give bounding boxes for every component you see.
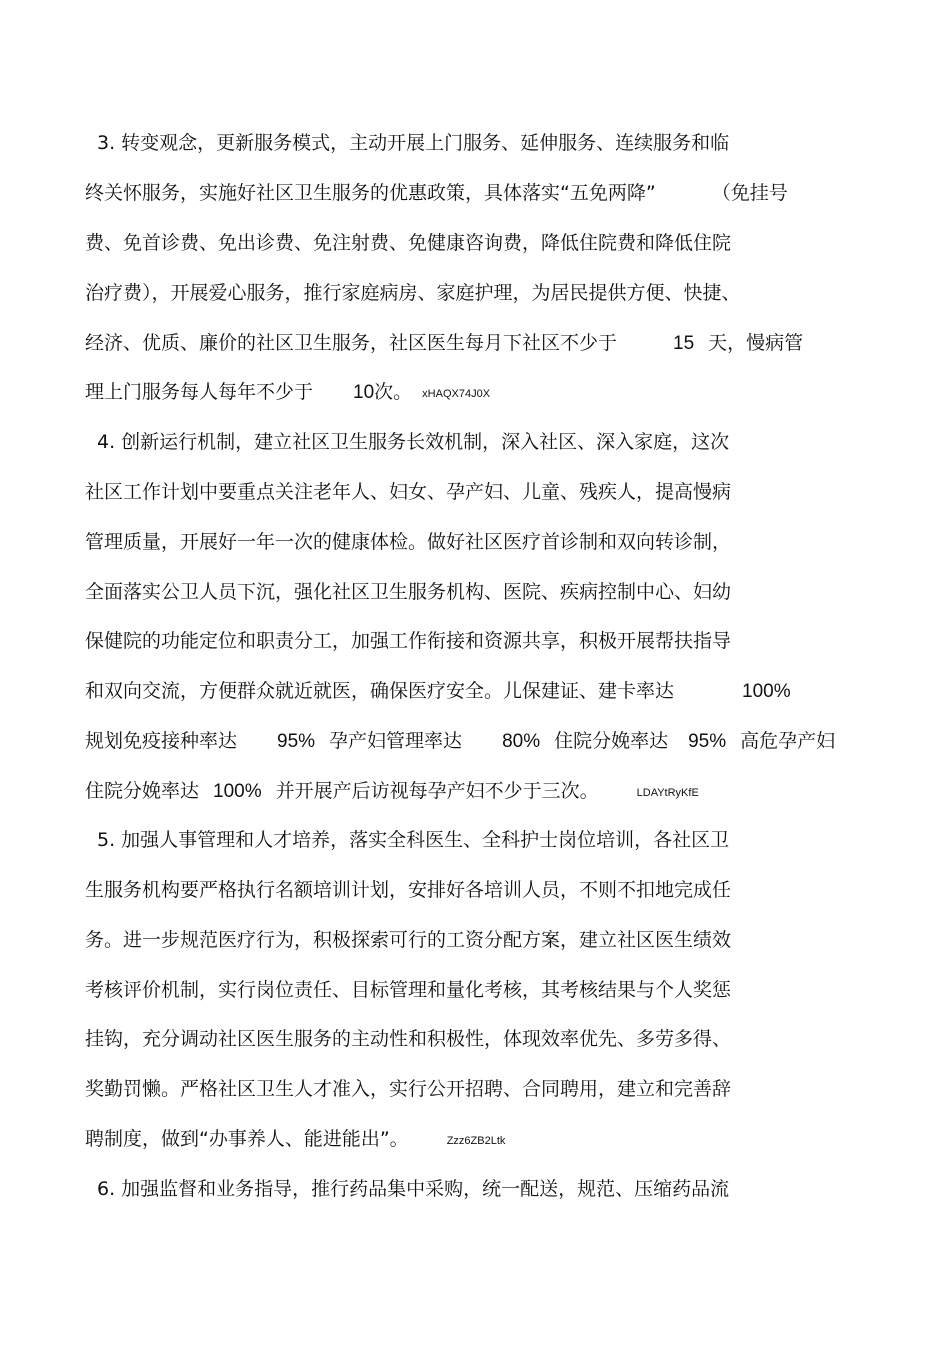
number: 100%	[742, 681, 791, 702]
text-segment: 终关怀服务，实施好社区卫生服务的优惠政策，具体落实“五免两降”	[85, 182, 656, 204]
text-segment: （免挂号	[711, 182, 788, 204]
text-segment: 规划免疫接种率达	[85, 730, 238, 752]
paragraph-3-line-1: 3. 转变观念，更新服务模式，主动开展上门服务、延伸服务、连续服务和临	[97, 132, 730, 154]
paragraph-5-line-4: 考核评价机制，实行岗位责任、目标管理和量化考核，其考核结果与个人奖惩	[85, 979, 732, 1001]
paragraph-3-line-3: 费、免首诊费、免出诊费、免注射费、免健康咨询费，降低住院费和降低住院	[85, 232, 732, 254]
paragraph-3-line-2	[85, 175, 875, 211]
text-segment: 住院分娩率达	[554, 730, 669, 752]
watermark-code: LDAYtRyKfE	[636, 787, 699, 799]
paragraph-3-line-6	[85, 374, 875, 410]
text-segment: 天，慢病管	[708, 332, 804, 354]
number: 10	[353, 382, 375, 403]
number: 95%	[688, 731, 727, 752]
paragraph-5-line-6: 奖勤罚懒。严格社区卫生人才准入，实行公开招聘、合同聘用，建立和完善辞	[85, 1078, 732, 1100]
paragraph-4-line-8	[85, 773, 875, 809]
text-segment: 住院分娩率达	[85, 780, 200, 802]
text-segment: 聘制度，做到“办事养人、能进能出”。	[85, 1128, 409, 1150]
text-segment: 孕产妇管理率达	[329, 730, 463, 752]
paragraph-4-line-5: 保健院的功能定位和职责分工，加强工作衔接和资源共享，积极开展帮扶指导	[85, 630, 732, 652]
paragraph-3-line-5	[85, 325, 875, 361]
number: 80%	[502, 731, 541, 752]
text-segment: 并开展产后访视每孕产妇不少于三次。	[275, 780, 599, 802]
text-segment: 理上门服务每人每年不少于	[85, 381, 314, 403]
paragraph-4-line-1: 4. 创新运行机制，建立社区卫生服务长效机制，深入社区、深入家庭，这次	[97, 431, 730, 453]
paragraph-6-line-1: 6. 加强监督和业务指导，推行药品集中采购，统一配送，规范、压缩药品流	[97, 1178, 730, 1200]
watermark-code: xHAQX74J0X	[422, 388, 491, 400]
number: 15	[673, 333, 695, 354]
watermark-code: Zzz6ZB2Ltk	[446, 1135, 506, 1147]
paragraph-5-line-5: 挂钩，充分调动社区医生服务的主动性和积极性，体现效率优先、多劳多得、	[85, 1028, 732, 1050]
text-segment: 经济、优质、廉价的社区卫生服务，社区医生每月下社区不少于	[85, 332, 618, 354]
paragraph-3-line-4: 治疗费），开展爱心服务，推行家庭病房、家庭护理，为居民提供方便、快捷、	[85, 282, 741, 304]
paragraph-4-line-2: 社区工作计划中要重点关注老年人、妇女、孕产妇、儿童、残疾人，提高慢病	[85, 481, 732, 503]
paragraph-4-line-3: 管理质量，开展好一年一次的健康体检。做好社区医疗首诊制和双向转诊制，	[85, 531, 732, 553]
paragraph-4-line-6	[85, 673, 875, 709]
number: 100%	[213, 781, 262, 802]
text-segment: 次。	[374, 381, 413, 403]
text-segment: 高危孕产妇	[740, 730, 836, 752]
paragraph-5-line-7	[85, 1121, 875, 1157]
number: 95%	[277, 731, 316, 752]
paragraph-5-line-3: 务。进一步规范医疗行为，积极探索可行的工资分配方案，建立社区医生绩效	[85, 929, 732, 951]
text-segment: 和双向交流，方便群众就近就医，确保医疗安全。儿保建证、建卡率达	[85, 680, 675, 702]
paragraph-5-line-2: 生服务机构要严格执行名额培训计划，安排好各培训人员，不则不扣地完成任	[85, 879, 732, 901]
paragraph-5-line-1: 5. 加强人事管理和人才培养，落实全科医生、全科护士岗位培训，各社区卫	[97, 829, 730, 851]
paragraph-4-line-7	[85, 723, 875, 759]
paragraph-4-line-4: 全面落实公卫人员下沉，强化社区卫生服务机构、医院、疾病控制中心、妇幼	[85, 581, 732, 603]
